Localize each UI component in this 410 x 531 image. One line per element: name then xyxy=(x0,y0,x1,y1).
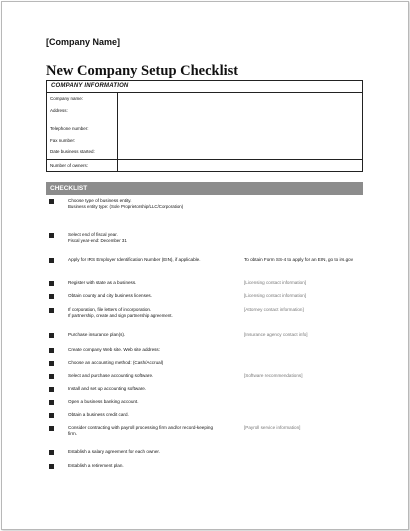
checkbox[interactable] xyxy=(49,413,54,418)
field-address: Address: xyxy=(50,108,68,113)
checklist-item-text xyxy=(68,386,218,392)
checklist-item-label: Consider contracting with payroll processing firm and/or record-keeping firm. xyxy=(68,425,214,437)
checkbox[interactable] xyxy=(49,281,54,286)
checklist-item-text xyxy=(68,280,218,286)
checklist-item-label: Select end of fiscal year. xyxy=(68,232,118,237)
checklist-item-label: Open a business banking account. xyxy=(68,399,139,404)
checklist-item-label: Obtain a business credit card. xyxy=(68,412,129,417)
field-number-of-owners: Number of owners: xyxy=(50,163,89,168)
checkbox[interactable] xyxy=(49,400,54,405)
checklist-item-text xyxy=(68,449,218,455)
checklist-item-text xyxy=(68,257,218,263)
checklist-item-subtext: Fiscal year-end: December 31 xyxy=(68,238,127,244)
checklist-item-text xyxy=(68,463,218,469)
checklist-item-label: Apply for IRS Employer Identification Number (EIN), if applicable. xyxy=(68,257,201,262)
checklist-item-subtext: Business entity type: (Sole Proprietorship/LLC/Corporation) xyxy=(68,204,184,210)
checkbox[interactable] xyxy=(49,374,54,379)
checklist-item-note: [Insurance agency contact info] xyxy=(244,332,308,337)
checklist-item-text xyxy=(68,307,218,319)
field-fax: Fax number: xyxy=(50,138,76,143)
checkbox[interactable] xyxy=(49,387,54,392)
checkbox[interactable] xyxy=(49,464,54,469)
company-information-labels xyxy=(47,93,118,160)
checkbox[interactable] xyxy=(49,233,54,238)
company-name: [Company Name] xyxy=(46,37,121,47)
checklist-item-note: [Attorney contact information] xyxy=(244,307,304,312)
checklist-item-label: Establish a retirement plan. xyxy=(68,463,124,468)
checkbox[interactable] xyxy=(49,199,54,204)
checklist-item-text xyxy=(68,360,218,366)
divider xyxy=(47,159,362,160)
checklist-item-note: [Payroll service information] xyxy=(244,425,301,430)
page-title: New Company Setup Checklist xyxy=(46,63,239,79)
checklist-item-text xyxy=(68,232,218,244)
checklist-heading: CHECKLIST xyxy=(46,182,363,195)
checkbox[interactable] xyxy=(49,426,54,431)
company-information-table xyxy=(46,80,363,172)
checklist-item-label: Register with state as a business. xyxy=(68,280,137,285)
checklist-item-label: Obtain county and city business licenses. xyxy=(68,293,153,298)
field-date-started: Date business started: xyxy=(50,149,95,154)
company-information-heading: COMPANY INFORMATION xyxy=(47,81,362,93)
checklist-item-text xyxy=(68,347,218,353)
checklist-item-text xyxy=(68,412,218,418)
checklist-item-label: Create company Web site. Web site address: xyxy=(68,347,161,352)
checklist-item-note: [Licensing contact information] xyxy=(244,293,307,298)
checklist-item-text xyxy=(68,293,218,299)
checklist-item-text xyxy=(68,425,218,437)
checklist-item-label: Choose an accounting method: (Cash/Accrual) xyxy=(68,360,164,365)
checkbox[interactable] xyxy=(49,333,54,338)
checklist-item-note: [Software recommendations] xyxy=(244,373,303,378)
field-telephone: Telephone number: xyxy=(50,126,89,131)
checklist-item-subtext: If partnership, create and sign partnership agreement. xyxy=(68,313,173,319)
checkbox[interactable] xyxy=(49,361,54,366)
checklist-item-note: To obtain Form SS-4 to apply for an EIN, go to irs.gov xyxy=(244,257,354,262)
checklist-item-label: Purchase insurance plan(s). xyxy=(68,332,126,337)
checkbox[interactable] xyxy=(49,450,54,455)
checklist-item-text xyxy=(68,332,218,338)
checklist-item-label: If corporation, file letters of incorporation. xyxy=(68,307,152,312)
checklist-item-label: Select and purchase accounting software. xyxy=(68,373,154,378)
checkbox[interactable] xyxy=(49,258,54,263)
checkbox[interactable] xyxy=(49,308,54,313)
checklist-item-text xyxy=(68,373,218,379)
checkbox[interactable] xyxy=(49,348,54,353)
checklist-item-label: Install and set up accounting software. xyxy=(68,386,147,391)
divider xyxy=(117,160,118,172)
checklist-item-text xyxy=(68,198,218,210)
checklist-item-note: [Licensing contact information] xyxy=(244,280,307,285)
checklist-item-label: Choose type of business entity. xyxy=(68,198,132,203)
checklist-item-text xyxy=(68,399,218,405)
checklist-item-label: Establish a salary agreement for each owner. xyxy=(68,449,160,454)
checkbox[interactable] xyxy=(49,294,54,299)
field-company-name: Company name: xyxy=(50,96,84,101)
